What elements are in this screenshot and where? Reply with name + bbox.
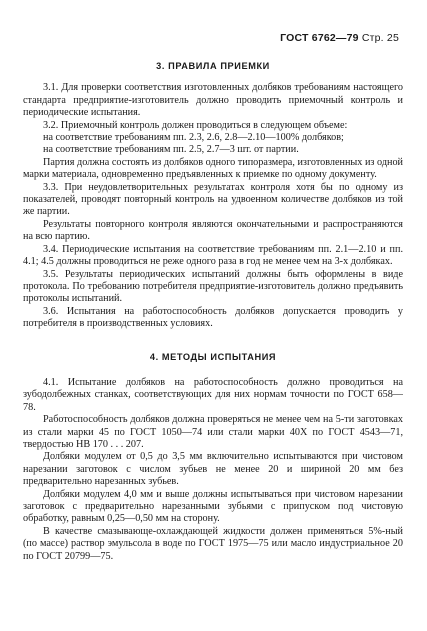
- paragraph-3-5: 3.5. Результаты периодических испытаний должны быть оформлены в виде протокола. По требованию потребителя предприятие-изготовитель должно предъявить протоколы испытаний.: [23, 268, 403, 305]
- paragraph-3-4: 3.4. Периодические испытания на соответствие требованиям пп. 2.1—2.10 и пп. 4.1; 4.5 должны проводиться не реже одного раза в год не менее чем на 3-х долбяках.: [23, 243, 403, 268]
- paragraph-3-2-item-2: на соответствие требованиям пп. 2.5, 2.7—3 шт. от партии.: [43, 144, 299, 156]
- paragraph-3-3: 3.3. При неудовлетворительных результатах контроля хотя бы по одному из показателей, проводят повторный контроль на удвоенном количестве долбяков из той же партии.: [23, 181, 403, 218]
- paragraph-4-1-small-module: Долбяки модулем от 0,5 до 3,5 мм включительно испытываются при чистовом нарезании заготовок с числом зубьев не менее 20 и шириной 20 мм без предварительно нарезанных зубьев.: [23, 451, 403, 488]
- paragraph-3-3-results: Результаты повторного контроля являются окончательными и распространяются на всю партию.: [23, 218, 403, 243]
- page-number: Стр. 25: [361, 32, 399, 44]
- page-header: [280, 32, 399, 44]
- paragraph-3-2: 3.2. Приемочный контроль должен проводиться в следующем объеме:: [43, 119, 348, 131]
- paragraph-3-2-batch: Партия должна состоять из долбяков одного типоразмера, изготовленных из одной марки материала, одновременно предъявленных к приемке по одному документу.: [23, 156, 403, 181]
- paragraph-3-1: 3.1. Для проверки соответствия изготовленных долбяков требованиям настоящего стандарта предприятие-изготовитель должно проводить приемочный контроль и периодические испытания.: [23, 82, 403, 119]
- paragraph-3-2-item-1: на соответствие требованиям пп. 2.3, 2.6, 2.8—2.10—100% долбяков;: [43, 132, 344, 144]
- standard-number: ГОСТ 6762—79: [280, 32, 359, 44]
- paragraph-4-1: 4.1. Испытание долбяков на работоспособность должно проводиться на зубодолбежных станках, соответствующих для них нормам точности по ГОСТ 658—78.: [23, 376, 403, 413]
- paragraph-3-6: 3.6. Испытания на работоспособность долбяков допускается проводить у потребителя в производственных условиях.: [23, 305, 403, 330]
- section-4-title: 4. МЕТОДЫ ИСПЫТАНИЯ: [149, 351, 277, 362]
- section-3-title: 3. ПРАВИЛА ПРИЕМКИ: [156, 61, 270, 71]
- paragraph-4-1-workpieces: Работоспособность долбяков должна проверяться не менее чем на 5-ти заготовках из стали марки 45 по ГОСТ 1050—74 или стали марки 40Х по ГОСТ 4543—71, твердостью НВ 170 . . . 207.: [23, 414, 403, 450]
- paragraph-4-1-coolant: В качестве смазывающе-охлаждающей жидкости должен применяться 5%-ный (по массе) раствор эмульсола в воде по ГОСТ 1975—75 или масло индустриальное 20 по ГОСТ 20799—75.: [23, 525, 403, 562]
- document-body: [23, 60, 403, 563]
- paragraph-4-1-large-module: Долбяки модулем 4,0 мм и выше должны испытываться при чистовом нарезании заготовок с предварительно нарезанными зубьями с припуском под чистовую обработку, равным 0,25—0,50 мм на сторону.: [23, 488, 403, 525]
